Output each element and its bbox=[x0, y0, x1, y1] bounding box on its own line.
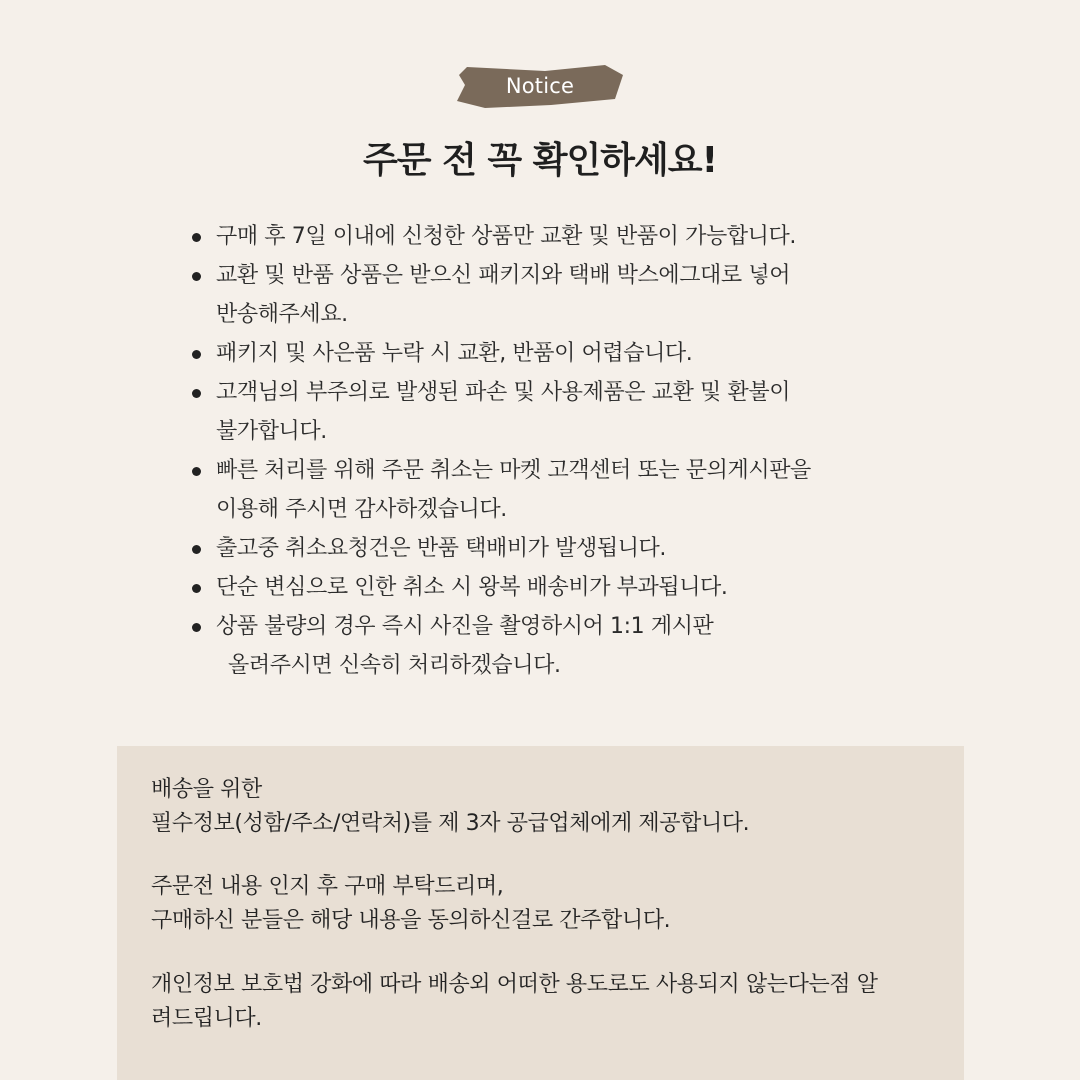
info-text: 필수정보(성함/주소/연락처)를 제 3자 공급업체에게 제공합니다. bbox=[151, 811, 750, 836]
notice-badge bbox=[455, 63, 625, 108]
list-item bbox=[192, 607, 912, 685]
list-item bbox=[192, 529, 912, 568]
info-text: 개인정보 보호법 강화에 따라 배송외 어떠한 용도로도 사용되지 않는다는점 알 bbox=[151, 972, 878, 997]
list-item-text: 반송해주세요. bbox=[216, 302, 348, 327]
bullet-icon bbox=[192, 233, 201, 242]
list-item-text: 구매 후 7일 이내에 신청한 상품만 교환 및 반품이 가능합니다. bbox=[216, 224, 796, 249]
info-text: 주문전 내용 인지 후 구매 부탁드리며, bbox=[151, 874, 504, 899]
list-item-text: 패키지 및 사은품 누락 시 교환, 반품이 어렵습니다. bbox=[216, 341, 693, 366]
info-text: 려드립니다. bbox=[151, 1006, 262, 1031]
bullet-icon bbox=[192, 272, 201, 281]
list-item bbox=[192, 256, 912, 334]
info-paragraph bbox=[151, 773, 951, 841]
info-paragraph bbox=[151, 870, 951, 938]
list-item-text: 이용해 주시면 감사하겠습니다. bbox=[216, 497, 507, 522]
list-item-text: 불가합니다. bbox=[216, 419, 327, 444]
notice-list bbox=[192, 217, 912, 685]
list-item-text: 상품 불량의 경우 즉시 사진을 촬영하시어 1:1 게시판 bbox=[216, 614, 714, 639]
list-item bbox=[192, 334, 912, 373]
info-text: 구매하신 분들은 해당 내용을 동의하신걸로 간주합니다. bbox=[151, 908, 671, 933]
bullet-icon bbox=[192, 584, 201, 593]
info-text: 배송을 위한 bbox=[151, 777, 262, 802]
list-item bbox=[192, 217, 912, 256]
list-item-text: 단순 변심으로 인한 취소 시 왕복 배송비가 부과됩니다. bbox=[216, 575, 728, 600]
page-title: 주문 전 꼭 확인하세요! bbox=[362, 140, 717, 181]
info-box bbox=[117, 746, 964, 1080]
list-item bbox=[192, 451, 912, 529]
bullet-icon bbox=[192, 350, 201, 359]
list-item-text: 빠른 처리를 위해 주문 취소는 마켓 고객센터 또는 문의게시판을 bbox=[216, 458, 811, 483]
bullet-icon bbox=[192, 389, 201, 398]
bullet-icon bbox=[192, 545, 201, 554]
list-item bbox=[192, 373, 912, 451]
badge-label: Notice bbox=[505, 74, 575, 98]
list-item-text: 출고중 취소요청건은 반품 택배비가 발생됩니다. bbox=[216, 536, 667, 561]
list-item-text: 교환 및 반품 상품은 받으신 패키지와 택배 박스에그대로 넣어 bbox=[216, 263, 791, 288]
list-item-text: 올려주시면 신속히 처리하겠습니다. bbox=[228, 653, 561, 678]
list-item-text: 고객님의 부주의로 발생된 파손 및 사용제품은 교환 및 환불이 bbox=[216, 380, 791, 405]
list-item bbox=[192, 568, 912, 607]
bullet-icon bbox=[192, 467, 201, 476]
info-paragraph bbox=[151, 968, 951, 1036]
bullet-icon bbox=[192, 623, 201, 632]
